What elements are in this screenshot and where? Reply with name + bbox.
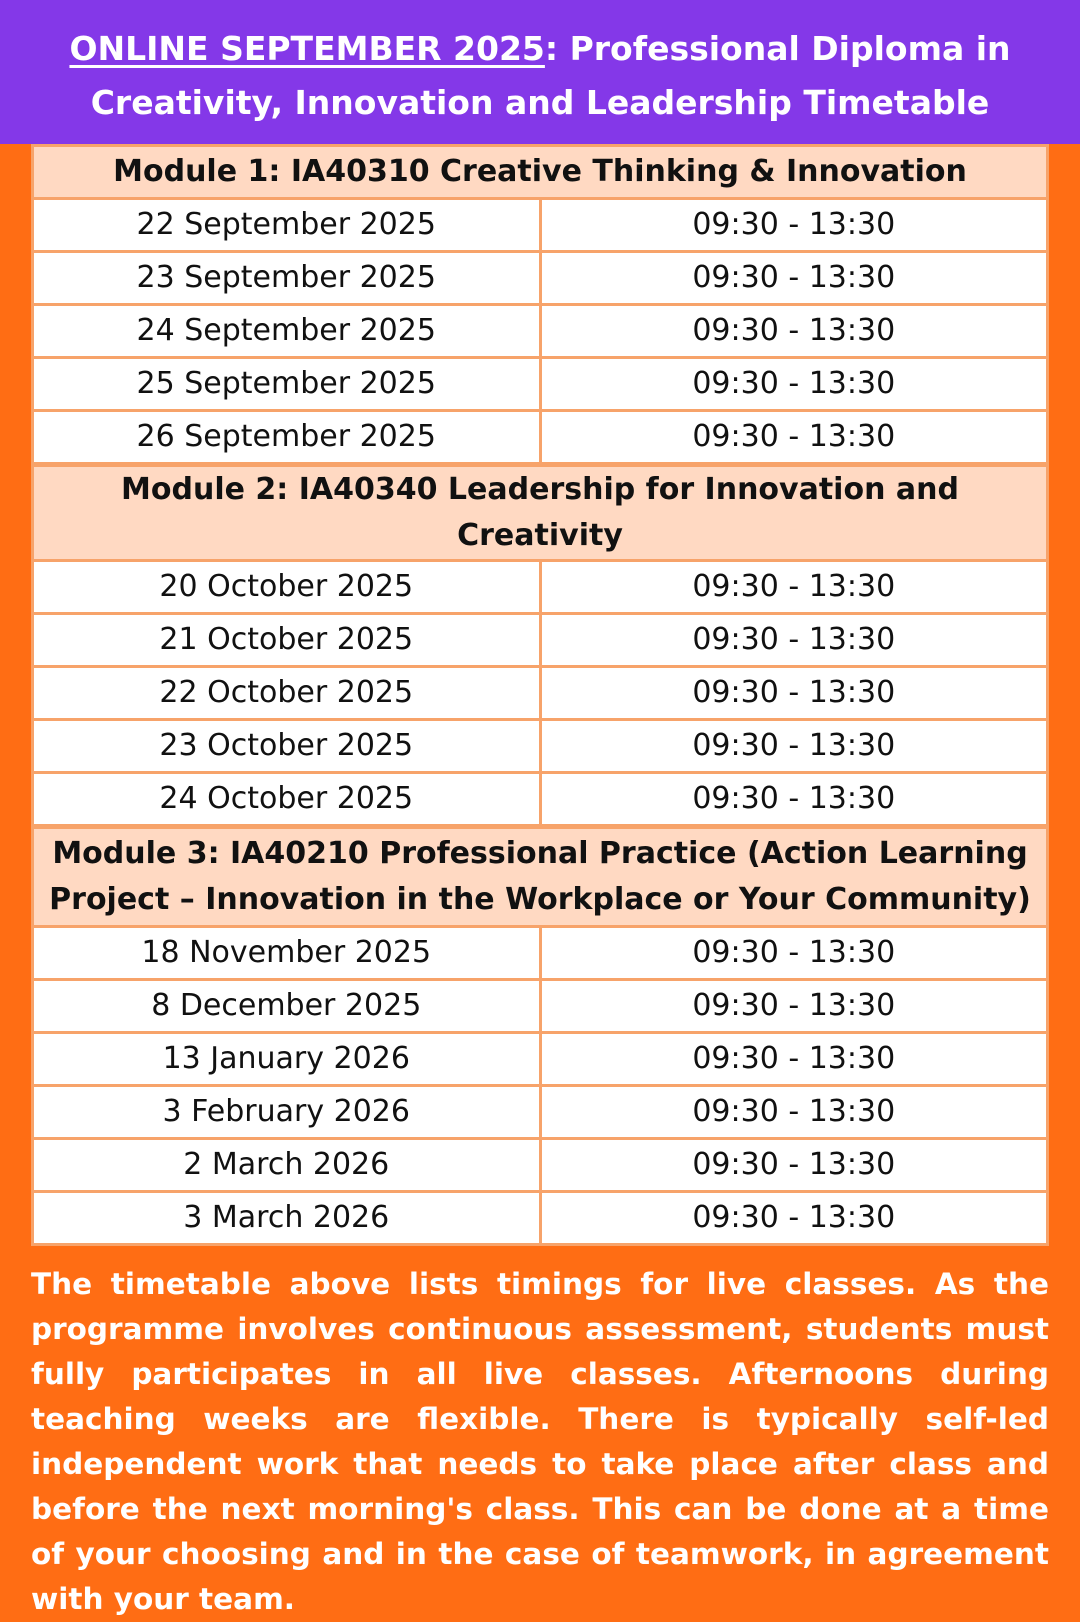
session-date: 3 March 2026 <box>33 1192 541 1245</box>
session-time: 09:30 - 13:30 <box>540 561 1048 614</box>
session-time: 09:30 - 13:30 <box>540 980 1048 1033</box>
session-time: 09:30 - 13:30 <box>540 667 1048 720</box>
session-date: 13 January 2026 <box>33 1033 541 1086</box>
session-time: 09:30 - 13:30 <box>540 358 1048 411</box>
session-date: 23 October 2025 <box>33 720 541 773</box>
table-row <box>33 1086 1048 1139</box>
session-date: 22 October 2025 <box>33 667 541 720</box>
timetable-table <box>31 144 1049 1246</box>
table-row <box>33 927 1048 980</box>
session-date: 3 February 2026 <box>33 1086 541 1139</box>
timetable-note: The timetable above lists timings for live classes. As the programme involves continuous assessment, students must fully participates in all live classes. Afternoons during teaching weeks are flexible. There is typically self-led independent work that needs to take place after class and before the next morning's class. This can be done at a time of your choosing and in the case of teamwork, in agreement with your team. <box>31 1267 1049 1616</box>
session-date: 20 October 2025 <box>33 561 541 614</box>
session-time: 09:30 - 13:30 <box>540 1086 1048 1139</box>
table-row <box>33 252 1048 305</box>
table-row <box>33 1139 1048 1192</box>
page-header <box>0 0 1080 144</box>
session-date: 26 September 2025 <box>33 411 541 465</box>
session-date: 24 October 2025 <box>33 773 541 827</box>
session-date: 8 December 2025 <box>33 980 541 1033</box>
module-1-title: Module 1: IA40310 Creative Thinking & Innovation <box>33 146 1048 199</box>
header-title-rest: : Professional Diploma in Creativity, Innovation and Leadership Timetable <box>90 29 1011 122</box>
module-header-row <box>33 146 1048 199</box>
session-time: 09:30 - 13:30 <box>540 411 1048 465</box>
session-time: 09:30 - 13:30 <box>540 252 1048 305</box>
session-date: 18 November 2025 <box>33 927 541 980</box>
module-2-title: Module 2: IA40340 Leadership for Innovation and Creativity <box>33 465 1048 561</box>
session-time: 09:30 - 13:30 <box>540 199 1048 252</box>
table-row <box>33 1192 1048 1245</box>
session-time: 09:30 - 13:30 <box>540 1033 1048 1086</box>
session-date: 24 September 2025 <box>33 305 541 358</box>
session-date: 21 October 2025 <box>33 614 541 667</box>
table-row <box>33 305 1048 358</box>
table-row <box>33 561 1048 614</box>
session-time: 09:30 - 13:30 <box>540 773 1048 827</box>
table-row <box>33 773 1048 827</box>
table-row <box>33 358 1048 411</box>
session-time: 09:30 - 13:30 <box>540 305 1048 358</box>
table-row <box>33 614 1048 667</box>
header-title-online: ONLINE SEPTEMBER 2025 <box>69 29 545 68</box>
module-3-title-line-2: Project – Innovation in the Workplace or Your Community) <box>49 882 1031 917</box>
module-3-title <box>33 827 1048 927</box>
table-row <box>33 1033 1048 1086</box>
module-header-row <box>33 465 1048 561</box>
table-row <box>33 199 1048 252</box>
table-row <box>33 667 1048 720</box>
timetable <box>31 144 1049 1246</box>
session-time: 09:30 - 13:30 <box>540 720 1048 773</box>
session-date: 22 September 2025 <box>33 199 541 252</box>
session-time: 09:30 - 13:30 <box>540 614 1048 667</box>
table-row <box>33 411 1048 465</box>
session-date: 23 September 2025 <box>33 252 541 305</box>
session-time: 09:30 - 13:30 <box>540 927 1048 980</box>
table-row <box>33 980 1048 1033</box>
session-date: 25 September 2025 <box>33 358 541 411</box>
session-time: 09:30 - 13:30 <box>540 1139 1048 1192</box>
module-header-row <box>33 827 1048 927</box>
table-row <box>33 720 1048 773</box>
session-date: 2 March 2026 <box>33 1139 541 1192</box>
module-3-title-line-1: Module 3: IA40210 Professional Practice (Action Learning <box>52 836 1028 871</box>
session-time: 09:30 - 13:30 <box>540 1192 1048 1245</box>
